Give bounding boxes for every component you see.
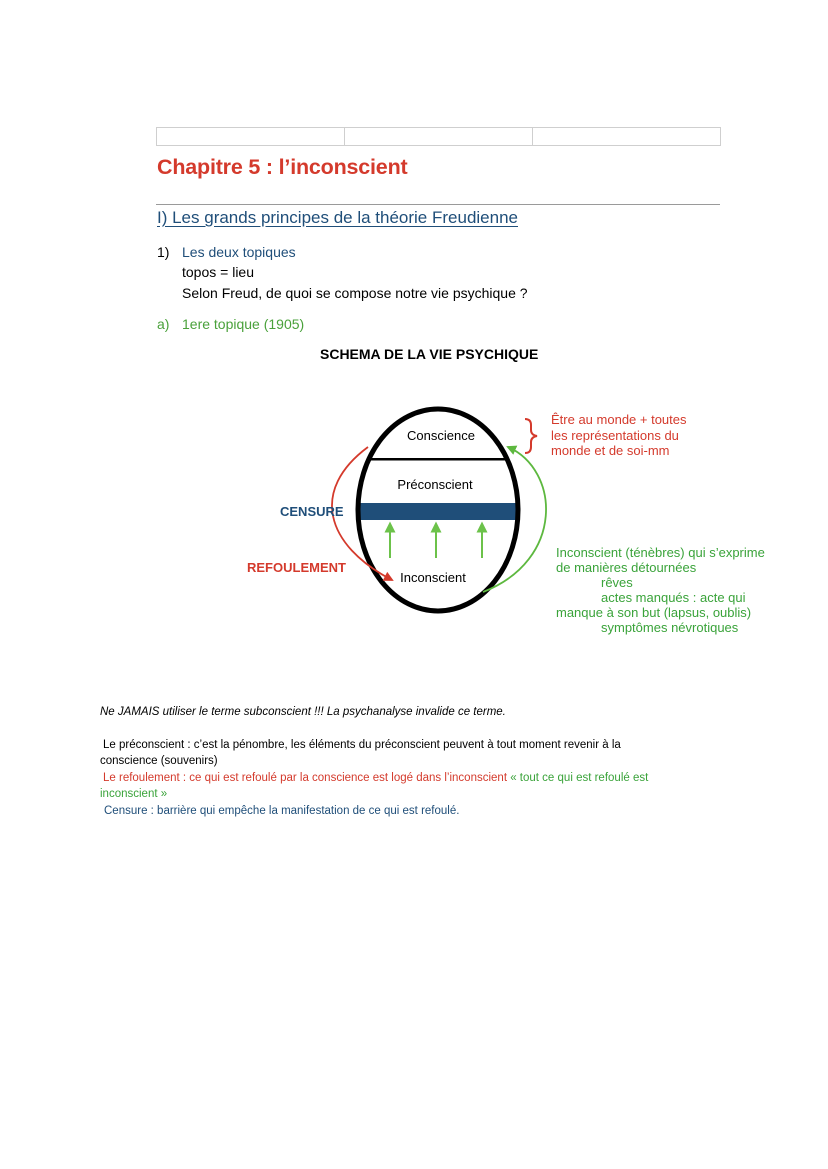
right-top-line: Être au monde + toutes bbox=[551, 412, 687, 427]
refoulement-note-red: Le refoulement : ce qui est refoulé par la conscience est logé dans l’inconscient bbox=[103, 772, 511, 784]
refoulement-note-quote-end: inconscient » bbox=[100, 788, 168, 800]
right-bottom-line: actes manqués : acte qui bbox=[601, 590, 746, 605]
item1-line2: Selon Freud, de quoi se compose notre vie psychique ? bbox=[182, 285, 528, 301]
item1-number: 1) bbox=[157, 244, 170, 260]
warning-note: Ne JAMAIS utiliser le terme subconscient !!! La psychanalyse invalide ce terme. bbox=[100, 706, 506, 718]
chapter-title: Chapitre 5 : l’inconscient bbox=[157, 155, 408, 179]
section-title: I) Les grands principes de la théorie Freudienne bbox=[157, 208, 518, 227]
label-refoulement: REFOULEMENT bbox=[247, 560, 346, 575]
right-top-line: les représentations du bbox=[551, 428, 679, 443]
item-a-number: a) bbox=[157, 316, 170, 332]
right-bottom-line: Inconscient (ténèbres) qui s’exprime bbox=[556, 545, 765, 560]
right-bottom-line: de manières détournées bbox=[556, 560, 697, 575]
preconscient-note-line1: Le préconscient : c’est la pénombre, les éléments du préconscient peuvent à tout moment revenir à la bbox=[103, 739, 621, 751]
right-bottom-line: manque à son but (lapsus, oublis) bbox=[556, 605, 752, 620]
item1-title: Les deux topiques bbox=[182, 244, 296, 260]
censure-note: Censure : barrière qui empêche la manifestation de ce qui est refoulé. bbox=[104, 805, 460, 817]
label-censure: CENSURE bbox=[280, 504, 344, 519]
item1-line1: topos = lieu bbox=[182, 264, 254, 280]
item-a-title: 1ere topique (1905) bbox=[182, 316, 305, 332]
label-preconscient: Préconscient bbox=[397, 477, 473, 492]
right-top-line: monde et de soi-mm bbox=[551, 443, 670, 458]
censure-band bbox=[340, 503, 540, 520]
refoulement-note bbox=[103, 770, 648, 787]
label-conscience: Conscience bbox=[407, 428, 475, 443]
refoulement-note-quote: « tout ce qui est refoulé est bbox=[510, 772, 649, 784]
preconscient-note-line2: conscience (souvenirs) bbox=[100, 755, 218, 767]
right-bottom-line: rêves bbox=[601, 575, 633, 590]
label-inconscient: Inconscient bbox=[400, 570, 466, 585]
right-bottom-line: symptômes névrotiques bbox=[601, 620, 739, 635]
brace-icon bbox=[525, 419, 537, 453]
schema-title: SCHEMA DE LA VIE PSYCHIQUE bbox=[320, 346, 539, 362]
